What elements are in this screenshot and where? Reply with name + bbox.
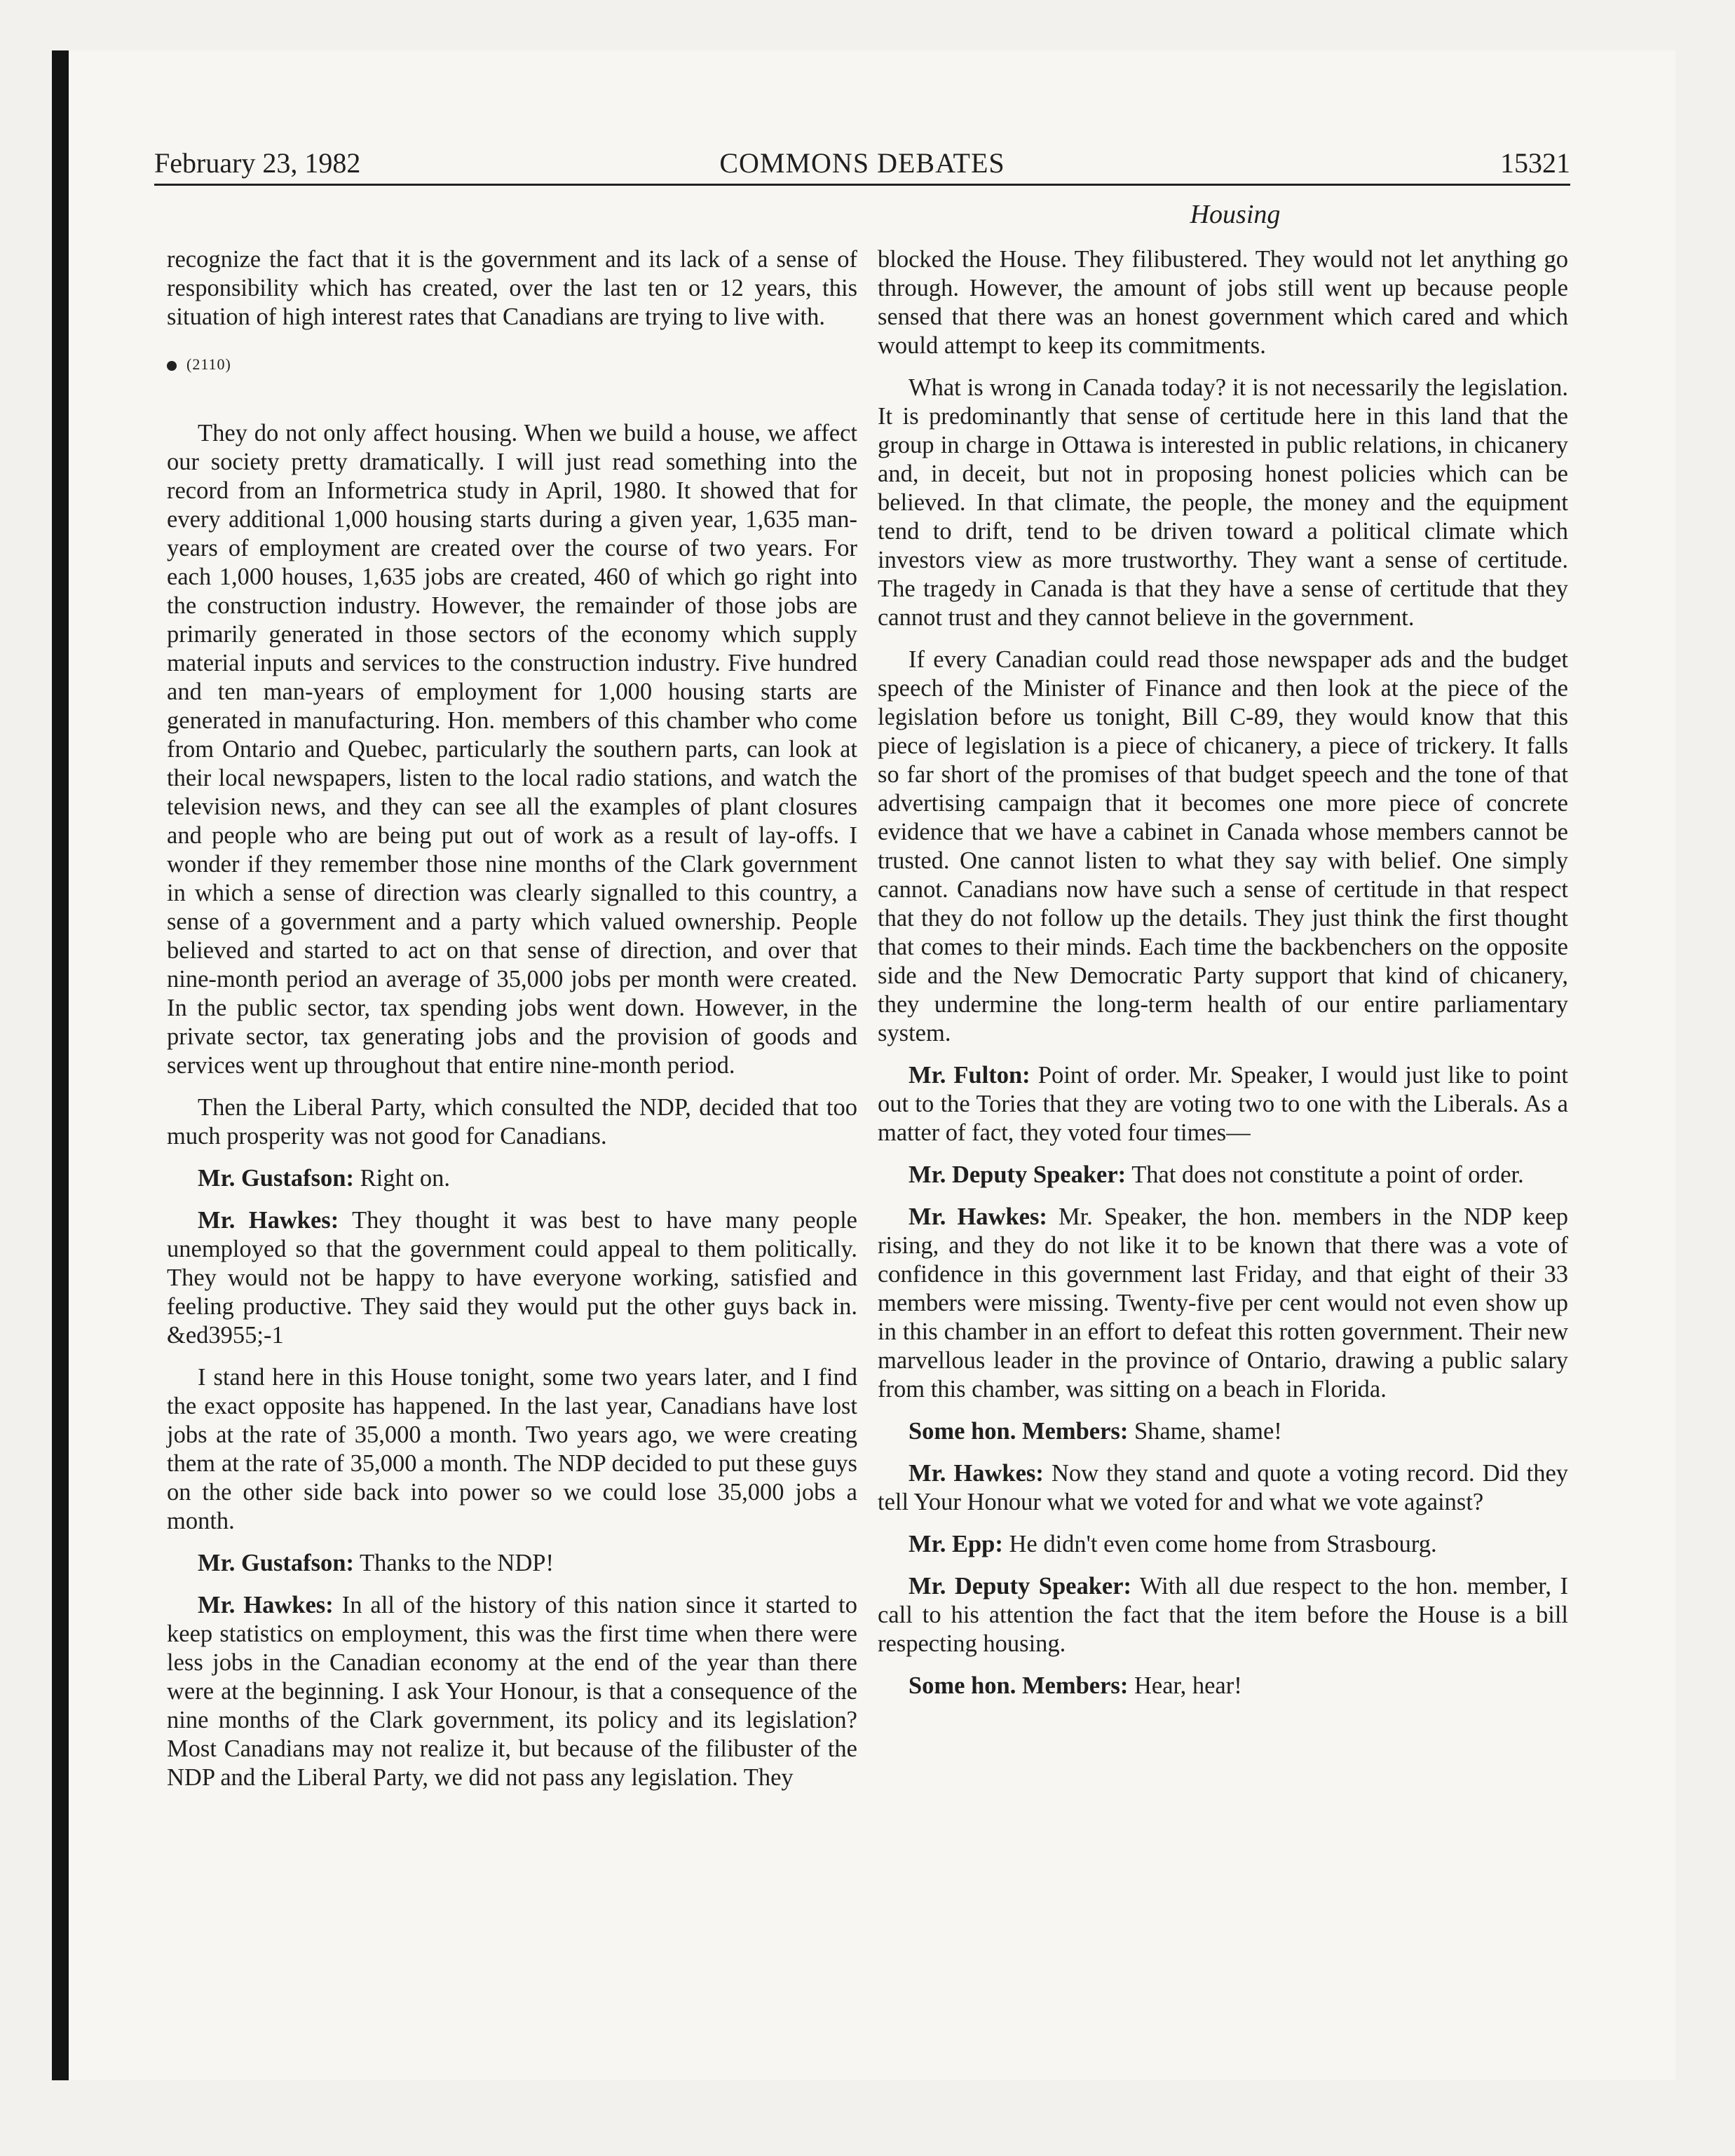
paragraph: I stand here in this House tonight, some two years later, and I find the exact opposite has happened. In the last year, Canadians have lost jobs at the rate of 35,000 a month. Two years ago, we were creating them at the rate of 35,000 a month. The NDP decided to put these guys on the other side back into power so we could lose 35,000 jobs a month. xyxy=(167,1364,857,1534)
time-marker-text: (2110) xyxy=(186,355,231,373)
speaker-name: Mr. Hawkes: xyxy=(198,1592,334,1618)
speaker-name: Some hon. Members: xyxy=(909,1672,1129,1699)
speech xyxy=(878,1417,1568,1446)
paragraph: blocked the House. They filibustered. They would not let anything go through. However, the amount of jobs still went up because people sensed that there was an honest government which cared and which would attempt to keep its commitments. xyxy=(878,246,1568,359)
speech-text: Thanks to the NDP! xyxy=(360,1550,554,1576)
page-header xyxy=(154,149,1570,186)
speech xyxy=(878,1161,1568,1189)
speech-text: He didn't even come home from Strasbourg. xyxy=(1009,1531,1437,1557)
header-date: February 23, 1982 xyxy=(154,147,361,179)
speech xyxy=(878,1530,1568,1559)
right-column xyxy=(878,245,1568,1714)
paragraph: They do not only affect housing. When we build a house, we affect our society pretty dramatically. I will just read something into the record from an Informetrica study in April, 1980. It showed that for every additional 1,000 housing starts during a given year, 1,635 man-years of employment are created over the course of two years. For each 1,000 houses, 1,635 jobs are created, 460 of which go right into the construction industry. However, the remainder of those jobs are primarily generated in those sectors of the economy which supply material inputs and services to the construction industry. Five hundred and ten man-years of employment for 1,000 housing starts are generated in manufacturing. Hon. members of this chamber who come from Ontario and Quebec, particularly the southern parts, can look at their local newspapers, listen to the local radio stations, and watch the television news, and they can see all the examples of plant closures and people who are being put out of work as a result of lay-offs. I wonder if they remember those nine months of the Clark government in which a sense of direction was clearly signalled to this country, a sense of a government and a party which valued ownership. People believed and started to act on that sense of direction, and over that nine-month period an average of 35,000 jobs per month were created. In the public sector, tax spending jobs went down. However, in the private sector, tax generating jobs and the provision of goods and services went up throughout that entire nine-month period. xyxy=(167,420,857,1079)
speaker-name: Mr. Hawkes: xyxy=(198,1207,339,1234)
left-column xyxy=(167,245,857,1806)
speech xyxy=(167,1206,857,1350)
speaker-name: Mr. Gustafson: xyxy=(198,1550,354,1576)
speech-text: Now they stand and quote a voting record. Did they tell Your Honour what we voted for and what we vote against? xyxy=(878,1460,1569,1515)
speaker-name: Mr. Hawkes: xyxy=(909,1460,1044,1487)
speech xyxy=(878,1203,1568,1404)
speech xyxy=(878,1572,1568,1658)
speech xyxy=(878,1459,1568,1517)
speech-text: Point of order. Mr. Speaker, I would just like to point out to the Tories that they are voting two to one with the Liberals. As a matter of fact, they voted four times— xyxy=(878,1062,1569,1146)
speech xyxy=(878,1061,1568,1147)
speech xyxy=(167,1164,857,1193)
speech xyxy=(167,1591,857,1792)
speaker-name: Some hon. Members: xyxy=(909,1418,1129,1445)
section-title: Housing xyxy=(1190,200,1281,229)
header-page-number: 15321 xyxy=(1500,147,1570,179)
speech-text: They thought it was best to have many people unemployed so that the government could appeal to them politically. They would not be happy to have everyone working, satisfied and feeling productive. They said they would put the other guys back in. &ed3955;-1 xyxy=(167,1207,857,1349)
paragraph: Then the Liberal Party, which consulted the NDP, decided that too much prosperity was not good for Canadians. xyxy=(167,1094,857,1149)
paragraph: What is wrong in Canada today? it is not necessarily the legislation. It is predominantly that sense of certitude here in this land that the group in charge in Ottawa is interested in public relations, in chicanery and, in deceit, but not in proposing honest policies which can be believed. In that climate, the people, the money and the equipment tend to drift, tend to be driven toward a political climate which investors view as more trustworthy. They want a sense of certitude. The tragedy in Canada is that they have a sense of certitude that they cannot trust and they cannot believe in the government. xyxy=(878,374,1568,631)
speech-text: Right on. xyxy=(360,1165,451,1192)
speaker-name: Mr. Hawkes: xyxy=(909,1203,1047,1230)
header-title: COMMONS DEBATES xyxy=(719,147,1005,179)
speech-text: Mr. Speaker, the hon. members in the NDP keep rising, and they do not like it to be known that there was a vote of confidence in this government last Friday, and that eight of their 33 members were missing. Twenty-five per cent would not even show up in this chamber in an effort to defeat this rotten government. Their new marvellous leader in the province of Ontario, drawing a public salary from this chamber, was sitting on a beach in Florida. xyxy=(878,1203,1569,1403)
speaker-name: Mr. Fulton: xyxy=(909,1062,1030,1089)
speech-text: That does not constitute a point of order. xyxy=(1131,1161,1524,1188)
paragraph: recognize the fact that it is the government and its lack of a sense of responsibility which has created, over the last ten or 12 years, this situation of high interest rates that Canadians are trying to live with. xyxy=(167,246,857,330)
time-marker xyxy=(167,350,857,378)
speech-text: In all of the history of this nation since it started to keep statistics on employment, this was the first time when there were less jobs in the Canadian economy at the end of the year than there were at the beginning. I ask Your Honour, is that a consequence of the nine months of the Clark government, its policy and its legislation? Most Canadians may not realize it, but because of the filibuster of the NDP and the Liberal Party, we did not pass any legislation. They xyxy=(167,1592,858,1791)
speech xyxy=(878,1672,1568,1700)
speech-text: Hear, hear! xyxy=(1134,1672,1242,1699)
speaker-name: Mr. Deputy Speaker: xyxy=(909,1161,1127,1188)
paragraph: If every Canadian could read those newspaper ads and the budget speech of the Minister of Finance and then look at the piece of the legislation before us tonight, Bill C-89, they would know that this piece of legislation is a piece of chicanery, a piece of trickery. It falls so far short of the promises of that budget speech and the tone of that advertising campaign that it becomes one more piece of concrete evidence that we have a cabinet in Canada whose members cannot be trusted. One cannot listen to what they say with belief. One simply cannot. Canadians now have such a sense of certitude in that respect that they do not follow up the details. They just think the first thought that comes to their minds. Each time the backbenchers on the opposite side and the New Democratic Party support that kind of chicanery, they undermine the long-term health of our entire parliamentary system. xyxy=(878,646,1568,1046)
speech-text: Shame, shame! xyxy=(1134,1418,1282,1445)
speaker-name: Mr. Epp: xyxy=(909,1531,1003,1557)
bullet-icon xyxy=(167,361,177,371)
scan-edge-bar xyxy=(52,50,69,2080)
speech xyxy=(167,1549,857,1578)
speech-text: With all due respect to the hon. member, I call to his attention the fact that the item before the House is a bill respecting housing. xyxy=(878,1573,1568,1657)
speaker-name: Mr. Gustafson: xyxy=(198,1165,354,1192)
speaker-name: Mr. Deputy Speaker: xyxy=(909,1573,1131,1599)
